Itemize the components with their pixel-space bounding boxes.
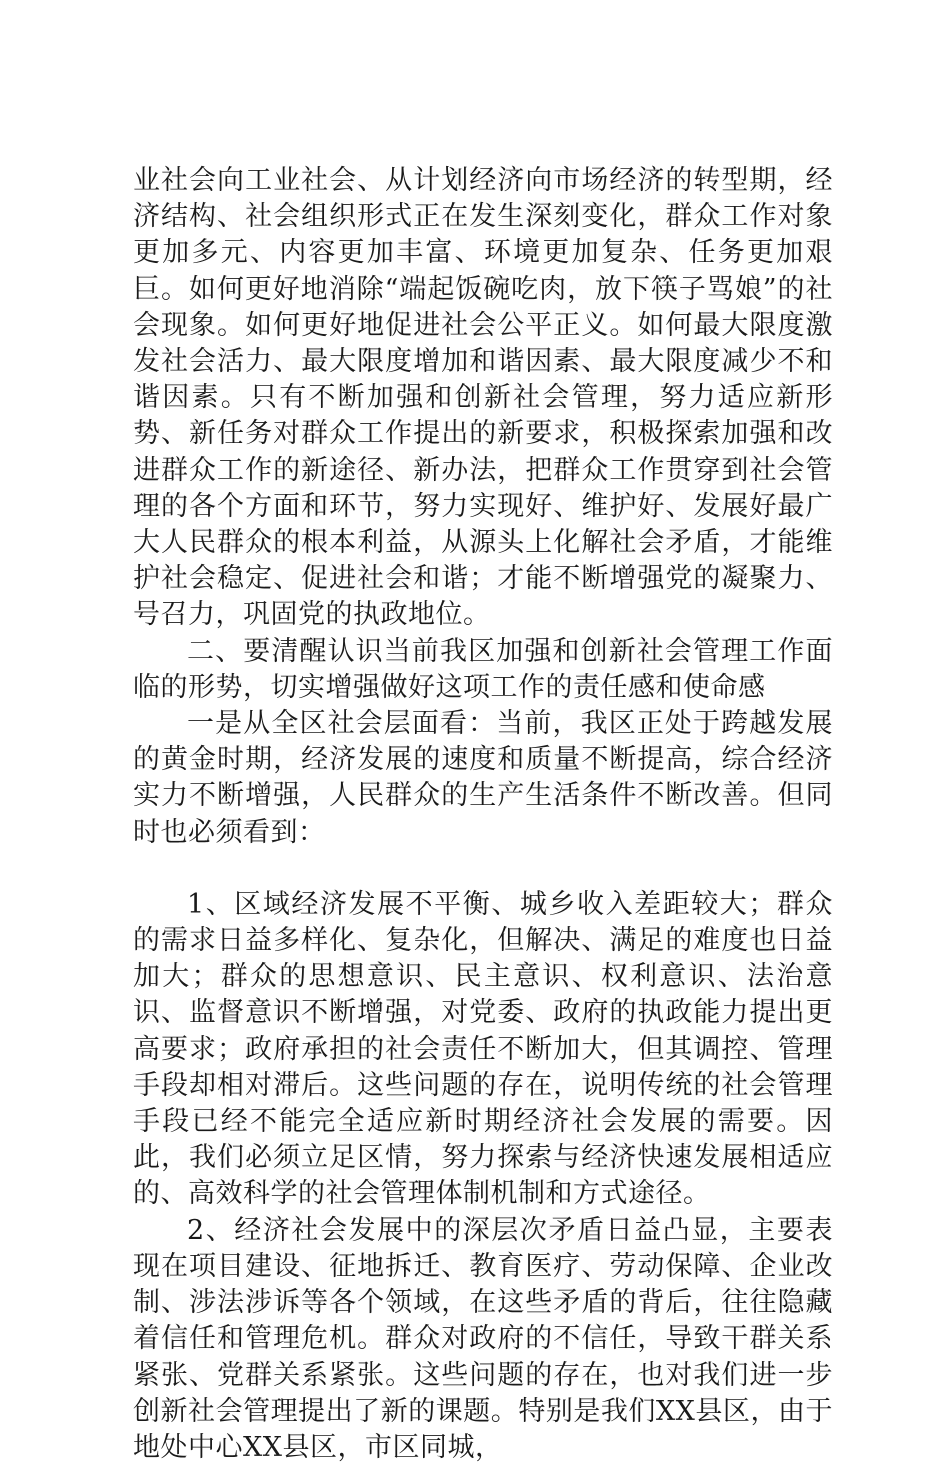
paragraph-point-one: 1、区域经济发展不平衡、城乡收入差距较大；群众的需求日益多样化、复杂化，但解决、满足的难度也日益加大；群众的思想意识、民主意识、权利意识、法治意识、监督意识不断增强，对党委、政府的执政能力提出更高要求；政府承担的社会责任不断加大，但其调控、管理手段却相对滞后。这些问题的存在，说明传统的社会管理手段已经不能完全适应新时期经济社会发展的需要。因此，我们必须立足区情，努力探索与经济快速发展相适应的、高效科学的社会管理体制机制和方式途径。 (133, 888, 833, 1210)
paragraph-district-level: 一是从全区社会层面看：当前，我区正处于跨越发展的黄金时期，经济发展的速度和质量不断提高，综合经济实力不断增强，人民群众的生产生活条件不断改善。但同时也必须看到： (133, 708, 833, 848)
document-body (133, 163, 833, 1466)
paragraph-point-two: 2、经济社会发展中的深层次矛盾日益凸显，主要表现在项目建设、征地拆迁、教育医疗、劳动保障、企业改制、涉法涉诉等各个领域，在这些矛盾的背后，往往隐藏着信任和管理危机。群众对政府的不信任，导致干群关系紧张、党群关系紧张。这些问题的存在，也对我们进一步创新社会管理提出了新的课题。特别是我们XX县区，由于地处中心XX县区，市区同城， (133, 1214, 833, 1463)
paragraph-gap (133, 851, 833, 887)
paragraph-continuation: 业社会向工业社会、从计划经济向市场经济的转型期，经济结构、社会组织形式正在发生深刻变化，群众工作对象更加多元、内容更加丰富、环境更加复杂、任务更加艰巨。如何更好地消除“端起饭碗吃肉，放下筷子骂娘”的社会现象。如何更好地促进社会公平正义。如何最大限度激发社会活力、最大限度增加和谐因素、最大限度减少不和谐因素。只有不断加强和创新社会管理，努力适应新形势、新任务对群众工作提出的新要求，积极探索加强和改进群众工作的新途径、新办法，把群众工作贯穿到社会管理的各个方面和环节，努力实现好、维护好、发展好最广大人民群众的根本利益，从源头上化解社会矛盾，才能维护社会稳定、促进社会和谐；才能不断增强党的凝聚力、号召力，巩固党的执政地位。 (133, 165, 833, 631)
section-heading-two: 二、要清醒认识当前我区加强和创新社会管理工作面临的形势，切实增强做好这项工作的责任感和使命感 (133, 635, 833, 703)
